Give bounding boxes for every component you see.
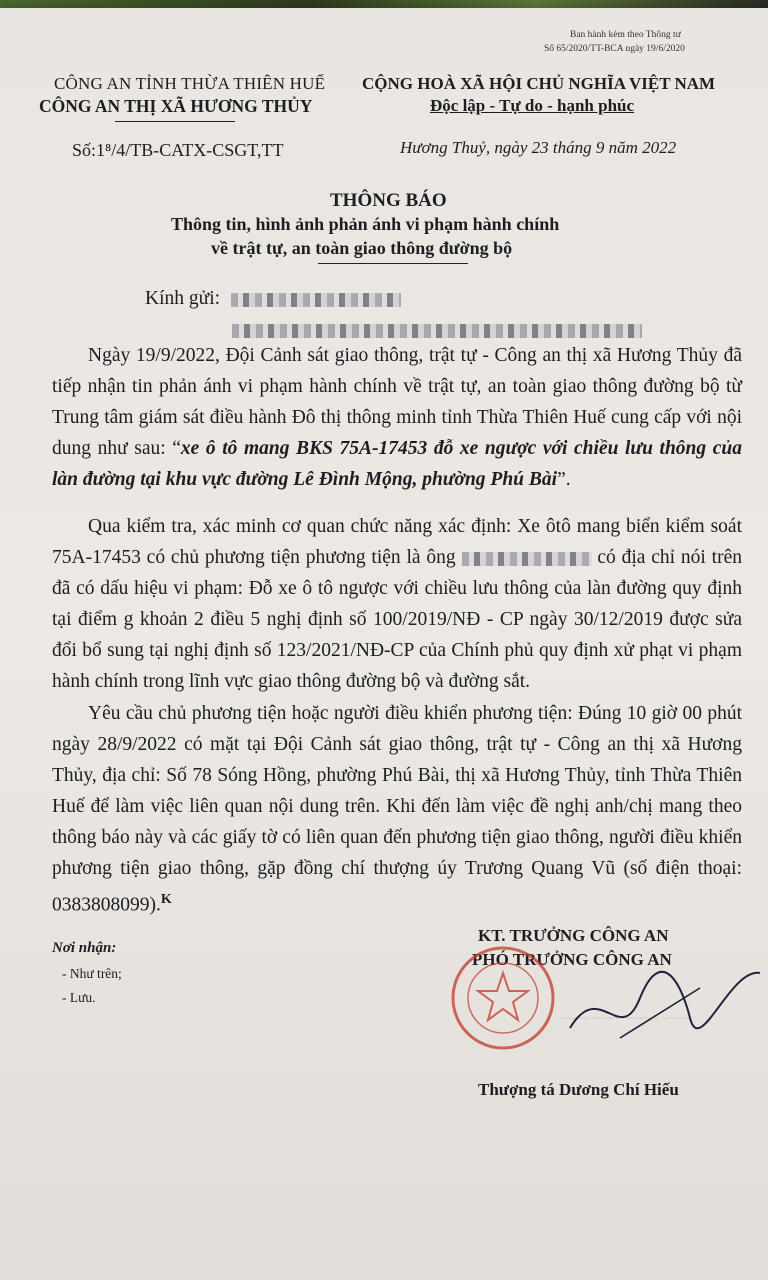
addressee-line1 [145,288,401,310]
signature-line1: KT. TRƯỞNG CÔNG AN [478,926,669,945]
republic-line1: CỘNG HOÀ XÃ HỘI CHỦ NGHĨA VIỆT NAM [362,74,716,93]
handwritten-signature [560,958,768,1058]
handwritten-mark: K [160,892,172,907]
paragraph-3 [52,698,742,921]
bleed-through: ~~~~ ~~~~ ~~~~~ ~~~~ [560,1010,690,1025]
top-note-line2: Số 65/2020/TT-BCA ngày 19/6/2020 [544,44,685,54]
agency-line2: CÔNG AN THỊ XÃ HƯƠNG THỦY [39,96,313,116]
republic-line2: Độc lập - Tự do - hạnh phúc [430,96,635,115]
paragraph-1-quote: xe ô tô mang BKS 75A-17453 đỗ xe ngược với chiều lưu thông của làn đường tại khu vực đường Lê Đình Mộng, phường Phú Bài [52,438,742,490]
paragraph-2 [52,511,742,697]
recipient-item-1: - Như trên; [62,966,122,981]
redacted-name [231,293,401,307]
redacted-owner [462,552,592,566]
document-subtitle-line1: Thông tin, hình ảnh phản ánh vi phạm hành chính [171,214,560,234]
signature-line2: PHÓ TRƯỞNG CÔNG AN [472,950,672,969]
paragraph-3-text: Yêu cầu chủ phương tiện hoặc người điều khiển phương tiện: Đúng 10 giờ 00 phút ngày 28/9/2022 có mặt tại Đội Cảnh sát giao thông, trật tự - Công an thị xã Hương Thủy, địa chỉ: Số 78 Sóng Hồng, phường Phú Bài, thị xã Hương Thủy, tỉnh Thừa Thiên Huế để làm việc liên quan nội dung trên. Khi đến làm việc đề nghị anh/chị mang theo thông báo này và các giấy tờ có liên quan đến phương tiện giao thông, người điều khiển phương tiện giao thông, gặp đồng chí thượng úy Trương Quang Vũ (số điện thoại: 0383808099). [52,703,742,916]
paragraph-2-text-b: có địa chỉ nói trên đã có dấu hiệu vi phạm: Đỗ xe ô tô ngược với chiều lưu thông của làn đường quy định tại điểm g khoản 2 điều 5 nghị định số 100/2019/NĐ - CP ngày 30/12/2019 được sửa đổi bổ sung tại nghị định số 123/2021/NĐ-CP của Chính phủ quy định xử phạt vi phạm hành chính trong lĩnh vực giao thông đường bộ và đường sắt. [52,547,743,692]
document-title: THÔNG BÁO [330,190,447,211]
redacted-address [232,324,642,338]
agency-line1: CÔNG AN TỈNH THỪA THIÊN HUẾ [54,74,326,93]
recipient-item-2: - Lưu. [62,990,96,1005]
paragraph-1-end: ”. [557,469,571,490]
signer-name: Thượng tá Dương Chí Hiếu [478,1080,679,1099]
addressee-line2 [232,319,642,341]
place-date: Hương Thuỷ, ngày 23 tháng 9 năm 2022 [400,138,677,157]
paragraph-2-text-a: Qua kiểm tra, xác minh cơ quan chức năng xác định: Xe ôtô mang biển kiểm soát 75A-17453 có chủ phương tiện phương tiện là ông [52,516,742,568]
paragraph-1 [52,340,742,495]
document-number: Số:1⁸/4/TB-CATX-CSGT,TT [72,140,284,160]
addressee-label: Kính gửi: [145,288,221,309]
agency-underline [115,121,235,122]
recipients-label: Nơi nhận: [52,940,117,956]
official-seal [448,943,558,1053]
paragraph-1-text: Ngày 19/9/2022, Đội Cảnh sát giao thông, trật tự - Công an thị xã Hương Thủy đã tiếp nhận tin phản ánh vi phạm hành chính về trật tự, an toàn giao thông đường bộ từ Trung tâm giám sát điều hành Đô thị thông minh tỉnh Thừa Thiên Huế cung cấp với nội dung như sau: “ [52,345,742,459]
top-note-line1: Ban hành kèm theo Thông tư [570,30,681,40]
document-page [0,8,768,1280]
title-underline [318,263,468,264]
document-subtitle-line2: về trật tự, an toàn giao thông đường bộ [211,238,513,258]
